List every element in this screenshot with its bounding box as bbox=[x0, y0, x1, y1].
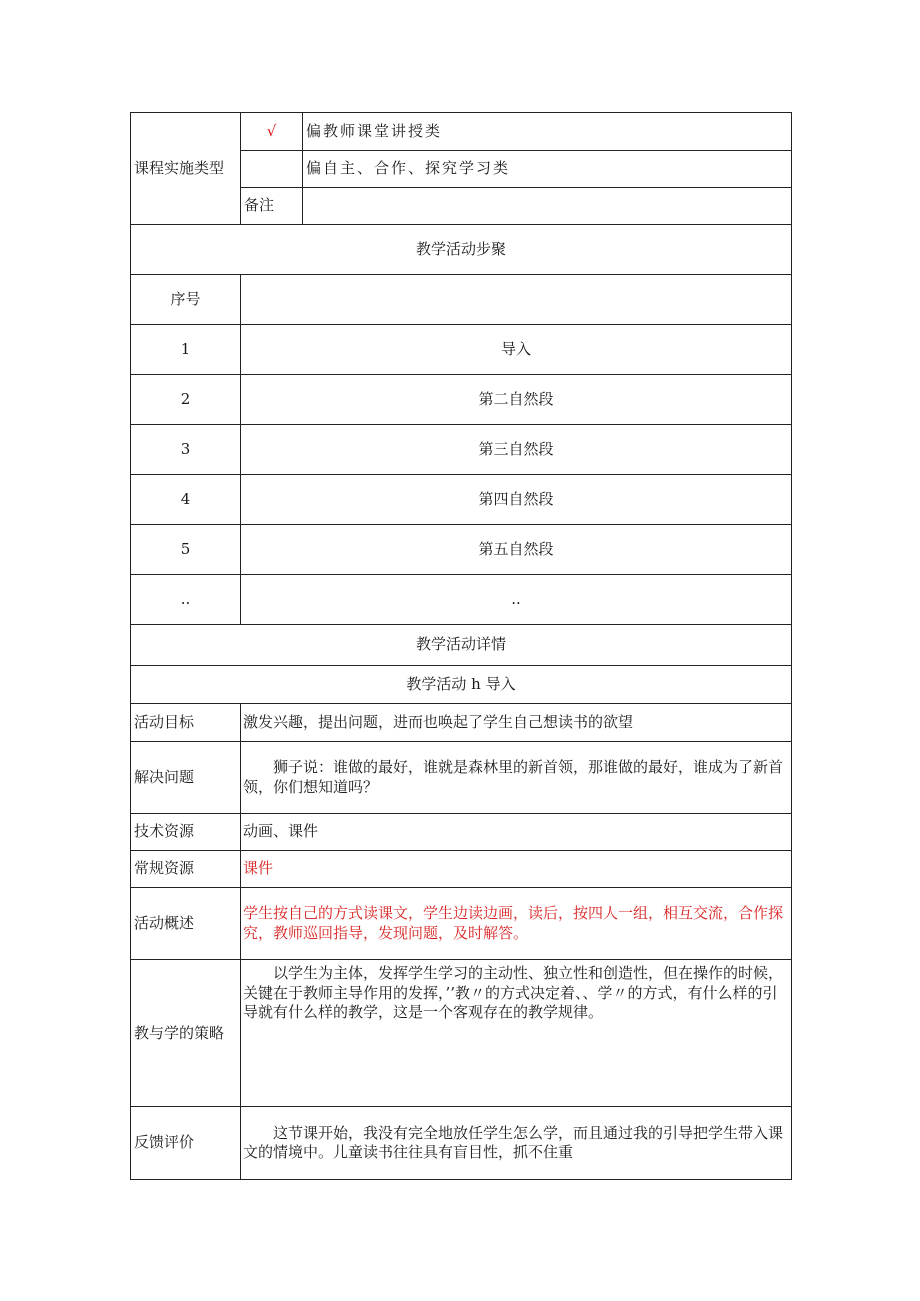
problem-text: 狮子说：谁做的最好，谁就是森林里的新首领，那谁做的最好，谁成为了新首领，你们想知道吗？ bbox=[241, 742, 792, 814]
step-number: 5 bbox=[131, 525, 241, 575]
details-title: 教学活动详情 bbox=[131, 625, 792, 666]
step-content: 第三自然段 bbox=[241, 425, 792, 475]
regular-label: 常规资源 bbox=[131, 851, 241, 888]
tech-text: 动画、课件 bbox=[241, 814, 792, 851]
goal-label: 活动目标 bbox=[131, 704, 241, 742]
goal-text: 激发兴趣，提出问题，进而也唤起了学生自己想读书的欲望 bbox=[241, 704, 792, 742]
step-number: 4 bbox=[131, 475, 241, 525]
course-type-option: 偏自主、合作、探究学习类 bbox=[303, 151, 792, 188]
strategy-text: 以学生为主体，发挥学生学习的主动性、独立性和创造性，但在操作的时候，关键在于教师主导作用的发挥，’’教〃的方式决定着、、学〃的方式，有什么样的引导就有什么样的教学，这是一个客观存在的教学规律。 bbox=[241, 960, 792, 1107]
tech-label: 技术资源 bbox=[131, 814, 241, 851]
strategy-label: 教与学的策略 bbox=[131, 960, 241, 1107]
regular-text: 课件 bbox=[241, 851, 792, 888]
check-mark-icon: √ bbox=[241, 113, 303, 151]
details-subtitle: 教学活动 h 导入 bbox=[131, 666, 792, 704]
overview-text: 学生按自己的方式读课文，学生边读边画，读后，按四人一组，相互交流，合作探究，教师巡回指导，发现问题，及时解答。 bbox=[241, 888, 792, 960]
step-number: 3 bbox=[131, 425, 241, 475]
step-content: .. bbox=[241, 575, 792, 625]
step-number: 1 bbox=[131, 325, 241, 375]
note-label: 备注 bbox=[241, 188, 303, 225]
course-type-label: 课程实施类型 bbox=[131, 113, 241, 225]
feedback-label: 反馈评价 bbox=[131, 1107, 241, 1180]
feedback-text: 这节课开始，我没有完全地放任学生怎么学，而且通过我的引导把学生带入课文的情境中。儿童读书往往具有盲目性，抓不住重 bbox=[241, 1107, 792, 1180]
steps-header-no: 序号 bbox=[131, 275, 241, 325]
step-content: 第二自然段 bbox=[241, 375, 792, 425]
steps-header-content bbox=[241, 275, 792, 325]
step-number: 2 bbox=[131, 375, 241, 425]
step-content: 导入 bbox=[241, 325, 792, 375]
course-type-option: 偏教师课堂讲授类 bbox=[303, 113, 792, 151]
empty-mark-cell bbox=[241, 151, 303, 188]
note-value bbox=[303, 188, 792, 225]
step-content: 第四自然段 bbox=[241, 475, 792, 525]
problem-label: 解决问题 bbox=[131, 742, 241, 814]
step-content: 第五自然段 bbox=[241, 525, 792, 575]
lesson-plan-table bbox=[130, 112, 792, 1180]
step-number: .. bbox=[131, 575, 241, 625]
steps-title: 教学活动步聚 bbox=[131, 225, 792, 275]
overview-label: 活动概述 bbox=[131, 888, 241, 960]
